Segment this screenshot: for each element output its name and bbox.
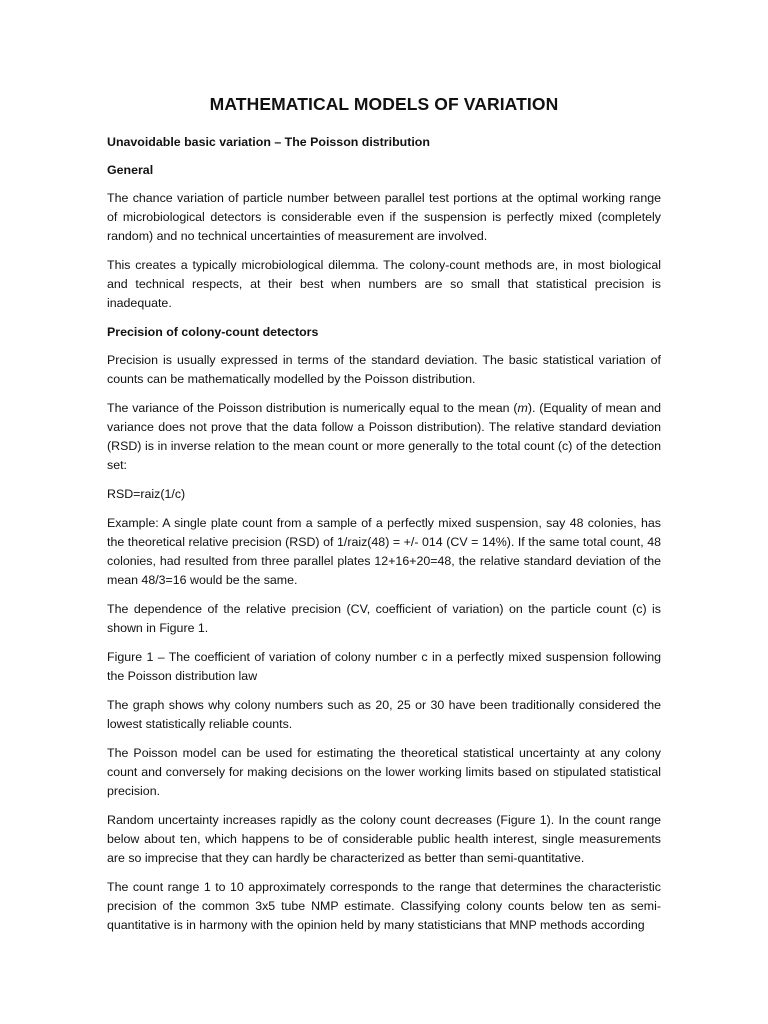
- paragraph-poisson-model: The Poisson model can be used for estimating the theoretical statistical uncertainty at any colony count and conversely for making decisions on the lower working limits based on stipulated statistical precision.: [107, 746, 661, 798]
- paragraph-variance-text-b: ). (Equality of mean and variance does not prove that the data follow a Poisson distribution). The relative standard deviation (RSD) is in inverse relation to the mean count or more generally to the total count (c) of the detection set:: [107, 401, 661, 472]
- formula-rsd: RSD=raiz(1/c): [107, 487, 186, 501]
- section-heading-general: General: [107, 163, 154, 177]
- section-subtitle: Unavoidable basic variation – The Poisson distribution: [107, 135, 430, 149]
- figure-caption: Figure 1 – The coefficient of variation of colony number c in a perfectly mixed suspension following the Poisson distribution law: [107, 650, 661, 683]
- mean-symbol: m: [517, 401, 528, 415]
- paragraph-variance-text-a: The variance of the Poisson distribution is numerically equal to the mean (: [107, 401, 518, 415]
- paragraph-chance-variation: The chance variation of particle number between parallel test portions at the optimal working range of microbiological detectors is considerable even if the suspension is perfectly mixed (completely random) and no technical uncertainties of measurement are involved.: [107, 191, 661, 243]
- paragraph-example: Example: A single plate count from a sample of a perfectly mixed suspension, say 48 colonies, has the theoretical relative precision (RSD) of 1/raiz(48) = +/- 014 (CV = 14%). If the same total count, 48 colonies, had resulted from three parallel plates 12+16+20=48, the relative standard deviation of the mean 48/3=16 would be the same.: [107, 516, 661, 587]
- paragraph-graph: The graph shows why colony numbers such as 20, 25 or 30 have been traditionally considered the lowest statistically reliable counts.: [107, 698, 661, 731]
- section-heading-precision: Precision of colony-count detectors: [107, 325, 319, 339]
- paragraph-dilemma: This creates a typically microbiological dilemma. The colony-count methods are, in most biological and technical respects, at their best when numbers are so small that statistical precision is inadequate.: [107, 258, 661, 310]
- paragraph-dependence: The dependence of the relative precision (CV, coefficient of variation) on the particle count (c) is shown in Figure 1.: [107, 602, 661, 635]
- document-body: [107, 92, 661, 945]
- paragraph-count-range: The count range 1 to 10 approximately corresponds to the range that determines the characteristic precision of the common 3x5 tube NMP estimate. Classifying colony counts below ten as semi-quantitative is in harmony with the opinion held by many statisticians that MNP methods according: [107, 880, 661, 932]
- paragraph-variance: [107, 399, 661, 475]
- paragraph-precision: Precision is usually expressed in terms of the standard deviation. The basic statistical variation of counts can be mathematically modelled by the Poisson distribution.: [107, 353, 661, 386]
- page-title: MATHEMATICAL MODELS OF VARIATION: [209, 94, 559, 114]
- paragraph-random-uncertainty: Random uncertainty increases rapidly as the colony count decreases (Figure 1). In the count range below about ten, which happens to be of considerable public health interest, single measurements are so imprecise that they can hardly be characterized as better than semi-quantitative.: [107, 813, 661, 865]
